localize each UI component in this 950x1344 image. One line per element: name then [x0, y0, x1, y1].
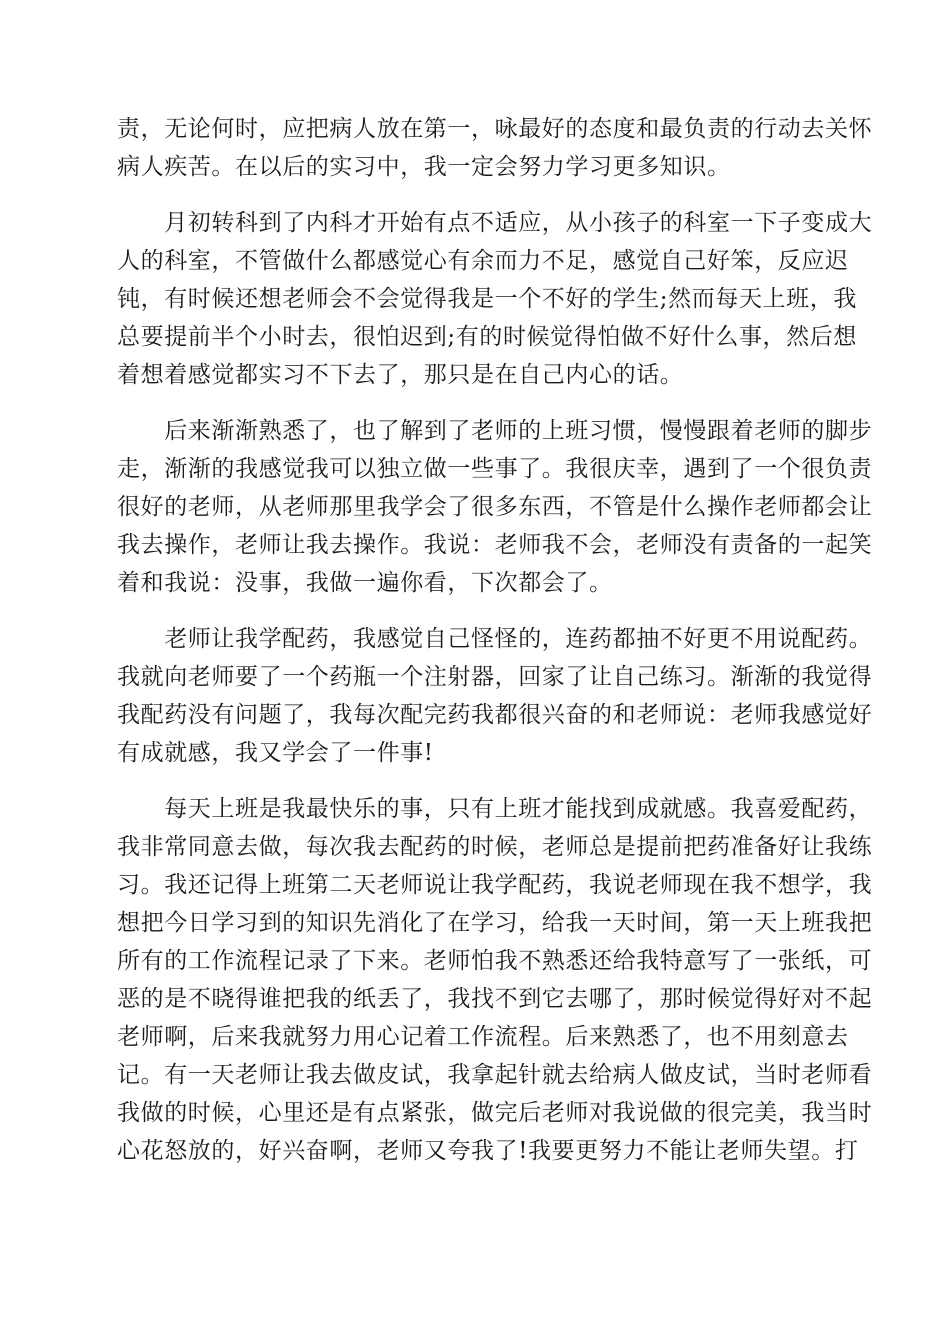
text-line: 月初转科到了内科才开始有点不适应，从小孩子的科室一下子变成大 — [117, 210, 873, 236]
text-line: 着想着感觉都实习不下去了，那只是在自己内心的话。 — [117, 362, 684, 388]
text-line: 我做的时候，心里还是有点紧张，做完后老师对我说做的很完美，我当时 — [117, 1100, 873, 1126]
text-line: 习。我还记得上班第二天老师说让我学配药，我说老师现在我不想学，我 — [117, 872, 873, 898]
paragraph — [117, 412, 873, 602]
text-line: 责，无论何时，应把病人放在第一，咏最好的态度和最负责的行动去关怀 — [117, 116, 873, 142]
text-line: 老师让我学配药，我感觉自己怪怪的，连药都抽不好更不用说配药。 — [117, 626, 873, 652]
text-line: 我去操作，老师让我去操作。我说：老师我不会，老师没有责备的一起笑 — [117, 532, 873, 558]
text-line: 走，渐渐的我感觉我可以独立做一些事了。我很庆幸，遇到了一个很负责 — [117, 456, 873, 482]
text-line: 后来渐渐熟悉了，也了解到了老师的上班习惯，慢慢跟着老师的脚步 — [117, 418, 873, 444]
text-line: 心花怒放的，好兴奋啊，老师又夸我了!我要更努力不能让老师失望。打 — [117, 1138, 859, 1164]
text-line: 恶的是不晓得谁把我的纸丢了，我找不到它去哪了，那时候觉得好对不起 — [117, 986, 873, 1012]
document-body — [117, 110, 873, 1188]
text-line: 人的科室，不管做什么都感觉心有余而力不足，感觉自己好笨，反应迟 — [117, 248, 849, 274]
paragraph — [117, 790, 873, 1170]
text-line: 病人疾苦。在以后的实习中，我一定会努力学习更多知识。 — [117, 154, 731, 180]
text-line: 我配药没有问题了，我每次配完药我都很兴奋的和老师说：老师我感觉好 — [117, 702, 873, 728]
text-line: 有成就感，我又学会了一件事! — [117, 740, 434, 766]
text-line: 钝，有时候还想老师会不会觉得我是一个不好的学生;然而每天上班，我 — [117, 286, 857, 312]
text-line: 着和我说：没事，我做一遍你看，下次都会了。 — [117, 570, 613, 596]
text-line: 很好的老师，从老师那里我学会了很多东西，不管是什么操作老师都会让 — [117, 494, 873, 520]
paragraph — [117, 204, 873, 394]
paragraph — [117, 110, 873, 186]
text-line: 想把今日学习到的知识先消化了在学习，给我一天时间，第一天上班我把 — [117, 910, 873, 936]
text-line: 所有的工作流程记录了下来。老师怕我不熟悉还给我特意写了一张纸，可 — [117, 948, 873, 974]
text-line: 每天上班是我最快乐的事，只有上班才能找到成就感。我喜爱配药， — [117, 796, 873, 822]
text-line: 我非常同意去做，每次我去配药的时候，老师总是提前把药准备好让我练 — [117, 834, 873, 860]
text-line: 总要提前半个小时去，很怕迟到;有的时候觉得怕做不好什么事，然后想 — [117, 324, 857, 350]
text-line: 老师啊，后来我就努力用心记着工作流程。后来熟悉了，也不用刻意去 — [117, 1024, 849, 1050]
paragraph — [117, 620, 873, 772]
text-line: 我就向老师要了一个药瓶一个注射器，回家了让自己练习。渐渐的我觉得 — [117, 664, 873, 690]
text-line: 记。有一天老师让我去做皮试，我拿起针就去给病人做皮试，当时老师看 — [117, 1062, 873, 1088]
